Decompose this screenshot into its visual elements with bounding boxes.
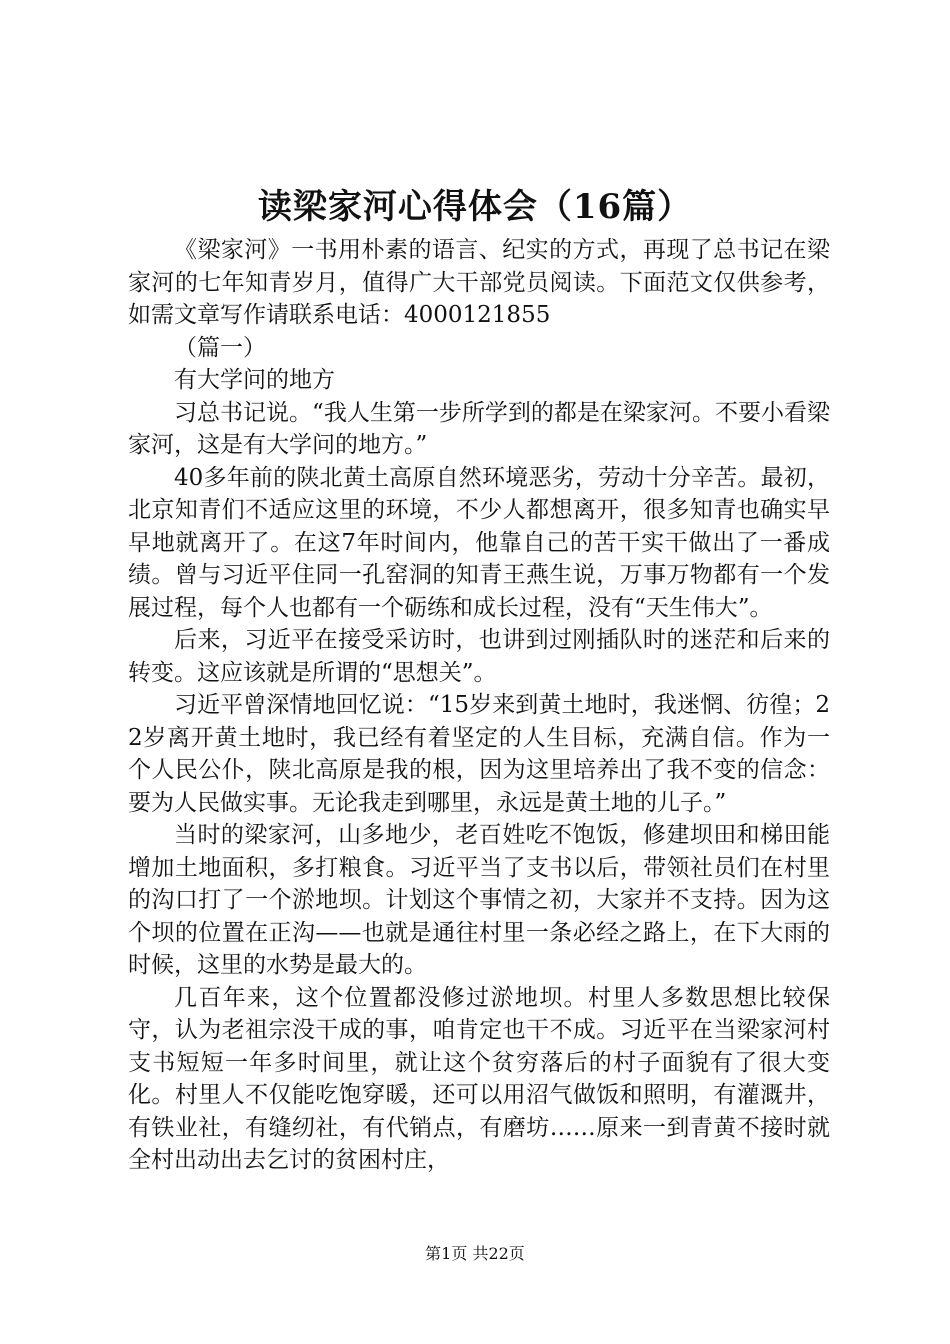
- paragraph: 后来，习近平在接受采访时，也讲到过刚插队时的迷茫和后来的转变。这应该就是所谓的“思想关”。: [128, 627, 830, 686]
- document-title: 读梁家河心得体会（16篇）: [257, 187, 693, 227]
- paragraph: 习总书记说。“我人生第一步所学到的都是在梁家河。不要小看梁家河，这是有大学问的地方。”: [128, 399, 830, 458]
- paragraph: 几百年来，这个位置都没修过淤地坝。村里人多数思想比较保守，认为老祖宗没干成的事，咱肯定也干不成。习近平在当梁家河村支书短短一年多时间里，就让这个贫穷落后的村子面貌有了很大变化。村里人不仅能吃饱穿暖，还可以用沼气做饭和照明，有灌溉井，有铁业社，有缝纫社，有代销点，有磨坊……原来一到青黄不接时就全村出动出去乞讨的贫困村庄，: [128, 984, 830, 1173]
- page-number-footer: 第1页 共22页: [425, 1244, 525, 1263]
- paragraph-intro: 《梁家河》一书用朴素的语言、纪实的方式，再现了总书记在梁家河的七年知青岁月，值得广大干部党员阅读。下面范文仅供参考，如需文章写作请联系电话：4000121855: [128, 237, 830, 328]
- paragraph-section-label: （篇一）: [174, 334, 266, 361]
- paragraph-subheading: 有大学问的地方: [174, 367, 335, 393]
- paragraph: 当时的梁家河，山多地少，老百姓吃不饱饭，修建坝田和梯田能增加土地面积，多打粮食。习近平当了支书以后，带领社员们在村里的沟口打了一个淤地坝。计划这个事情之初，大家并不支持。因为这个坝的位置在正沟——也就是通往村里一条必经之路上，在下大雨的时候，这里的水势是最大的。: [128, 822, 830, 978]
- document-body: [128, 234, 830, 1177]
- paragraph: 40多年前的陕北黄土高原自然环境恶劣，劳动十分辛苦。最初，北京知青们不适应这里的环境，不少人都想离开，很多知青也确实早早地就离开了。在这7年时间内，他靠自己的苦干实干做出了一番成绩。曾与习近平住同一孔窑洞的知青王燕生说，万事万物都有一个发展过程，每个人也都有一个砺练和成长过程，没有“天生伟大”。: [128, 464, 830, 621]
- paragraph: 习近平曾深情地回忆说：“15岁来到黄土地时，我迷惘、彷徨；22岁离开黄土地时，我已经有着坚定的人生目标，充满自信。作为一个人民公仆，陕北高原是我的根，因为这里培养出了我不变的信念：要为人民做实事。无论我走到哪里，永远是黄土地的儿子。”: [128, 692, 830, 816]
